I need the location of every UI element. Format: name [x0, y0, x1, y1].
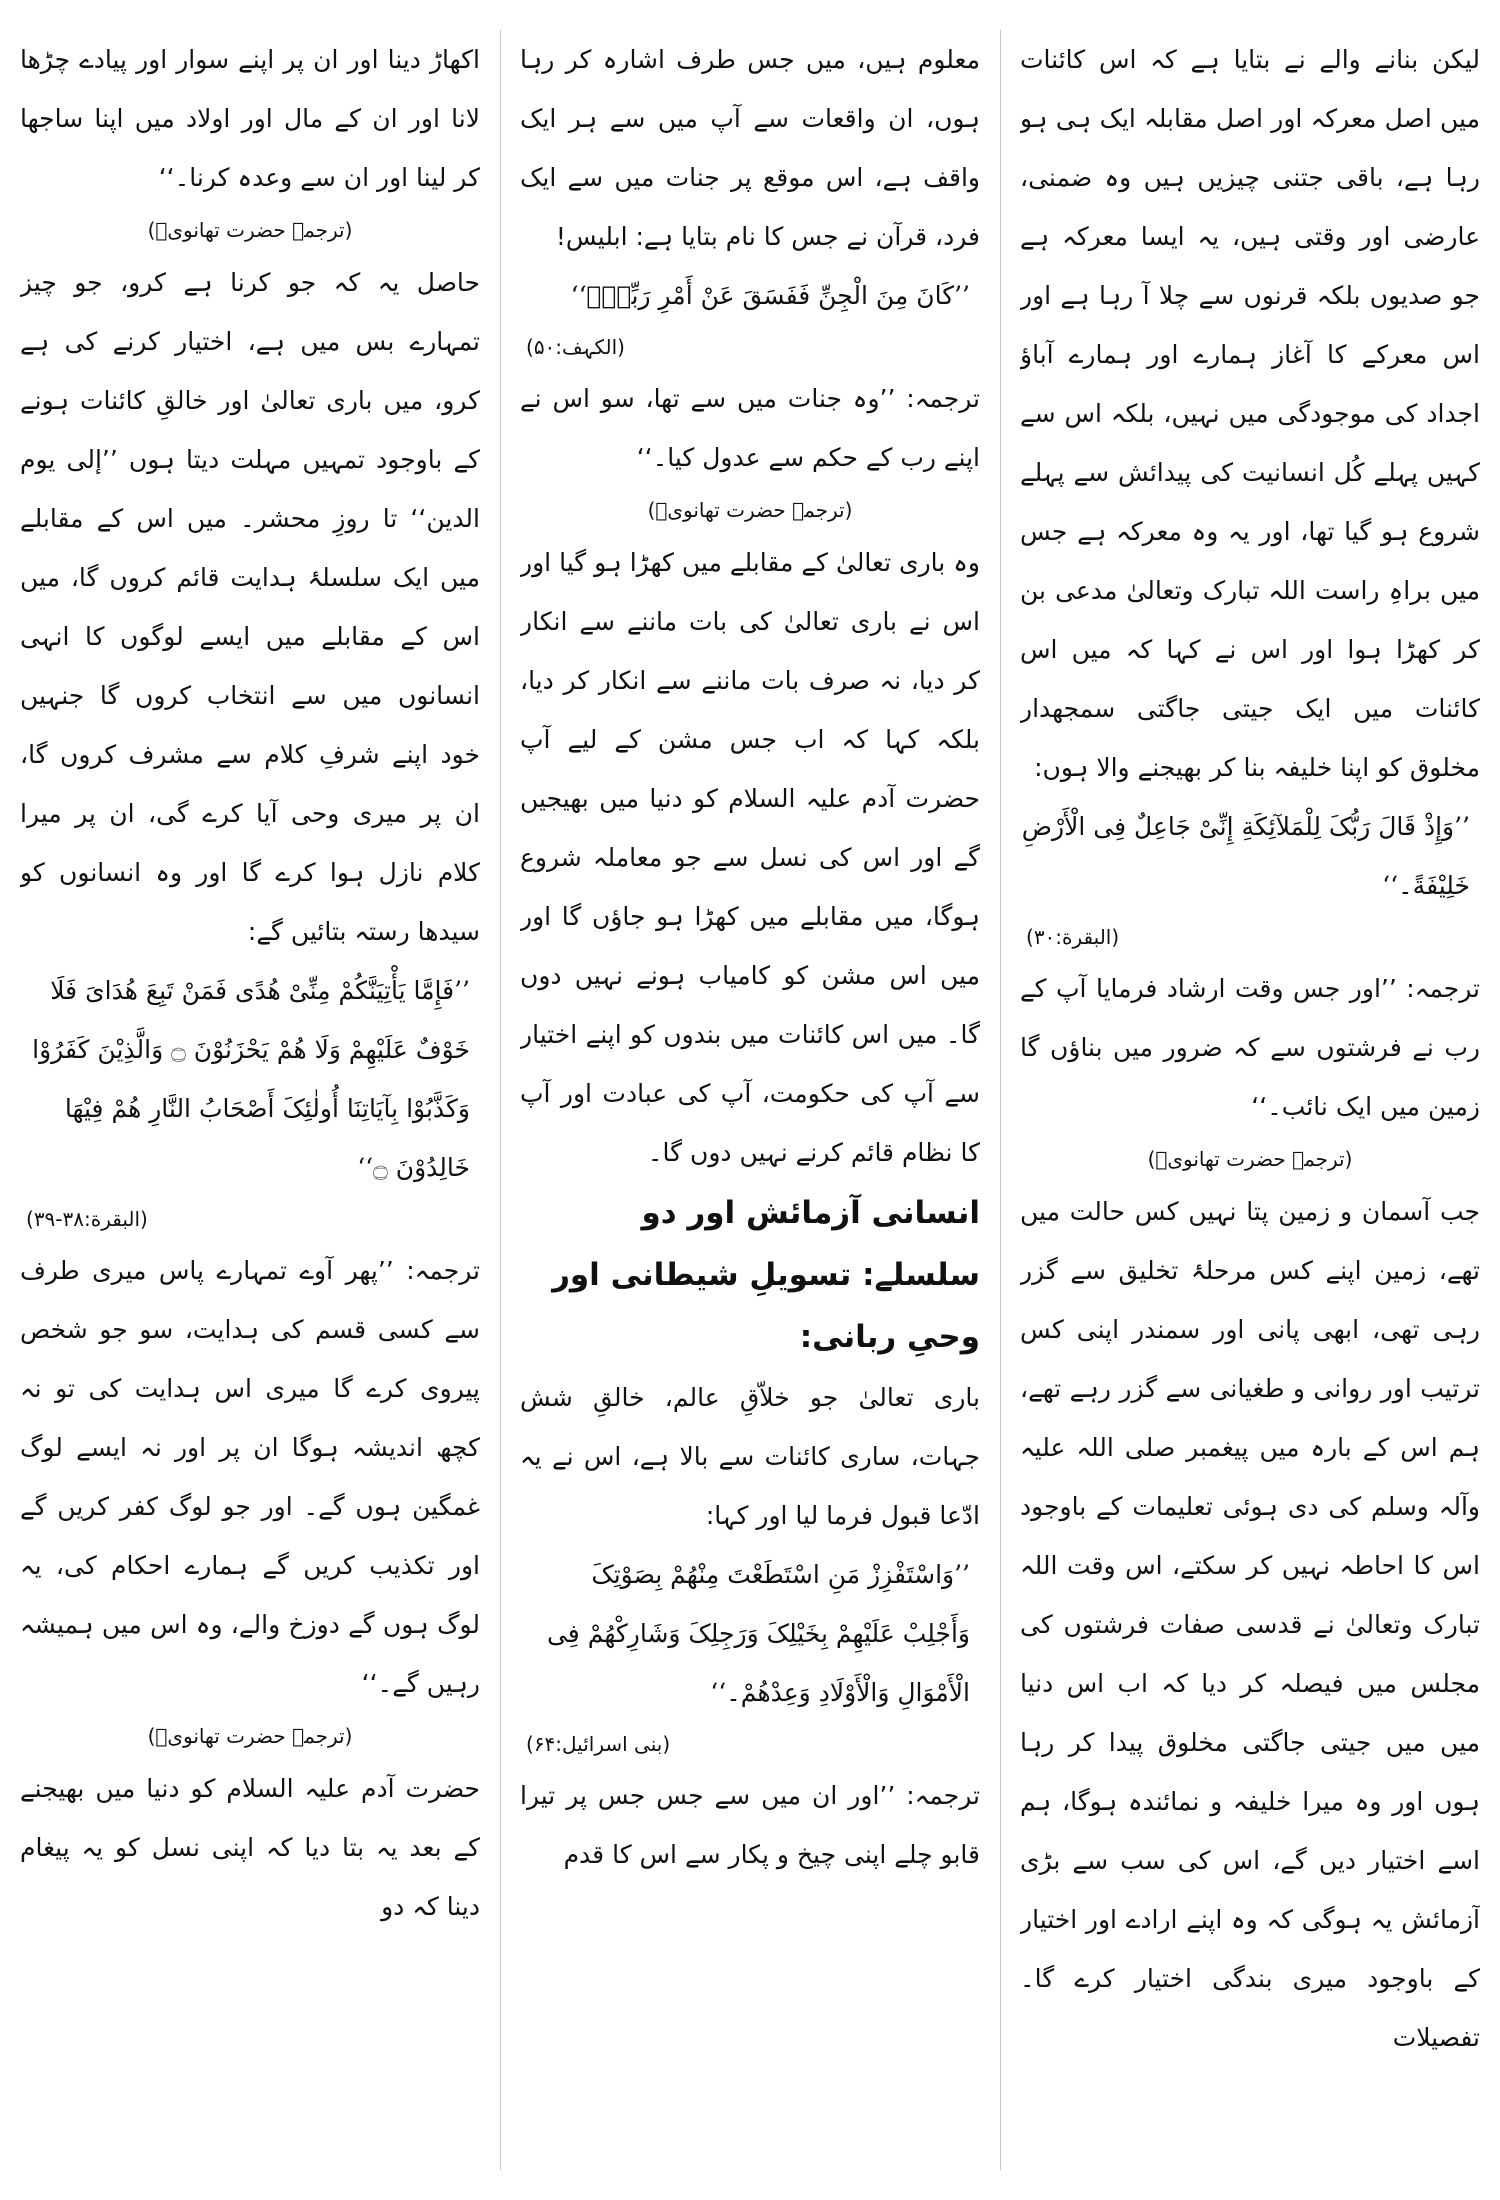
- translation-paragraph: اکھاڑ دینا اور ان پر اپنے سوار اور پیادے چڑھا لانا اور ان کے مال اور اولاد میں اپنا ساجھا کر لینا اور ان سے وعدہ کرنا۔‘‘: [20, 45, 480, 192]
- translation-paragraph: ترجمہ: ’’اور ان میں سے جس جس پر تیرا قابو چلے اپنی چیخ و پکار سے اس کا قدم: [520, 1781, 980, 1869]
- quran-verse: ’’وَاسْتَفْزِزْ مَنِ اسْتَطَعْتَ مِنْهُمْ بِصَوْتِکَ وَأَجْلِبْ عَلَیْهِمْ بِخَیْلِکَ وَرَجِلِکَ وَشَارِکْهُمْ فِی الْأَمْوَالِ وَالْأَوْلَادِ وَعِدْهُمْ۔‘‘: [546, 1560, 970, 1707]
- section-heading: انسانی آزمائش اور دو سلسلے: تسویلِ شیطانی اور وحیِ ربانی:: [552, 1195, 980, 1355]
- verse-reference: (البقرة:۳۰): [1026, 925, 1120, 949]
- translation-credit: (ترجمہ حضرت تھانویؒ): [1147, 1147, 1353, 1171]
- quran-verse: ’’کَانَ مِنَ الْجِنِّ فَفَسَقَ عَنْ أَمْرِ رَبِّهٖ۔‘‘: [570, 281, 970, 310]
- paragraph: حاصل یہ کہ جو کرنا ہے کرو، جو چیز تمہارے بس میں ہے، اختیار کرنے کی ہے کرو، میں باری تعالیٰ اور خالقِ کائنات ہونے کے باوجود تمہیں مہلت دیتا ہوں ’’إلی یوم الدین‘‘ تا روزِ محشر۔ میں اس کے مقابلے میں ایک سلسلۂ ہدایت قائم کروں گا، میں اس کے مقابلے میں ایسے لوگوں کا انہی انسانوں میں سے انتخاب کروں گا جنہیں خود اپنے شرفِ کلام سے مشرف کروں گا، ان پر میری وحی آیا کرے گی، ان پر میرا کلام نازل ہوا کرے گا اور وہ انسانوں کو سیدھا رستہ بتائیں گے:: [20, 268, 480, 946]
- paragraph: باری تعالیٰ جو خلاّقِ عالم، خالقِ شش جہات، ساری کائنات سے بالا ہے، اس نے یہ ادّعا قبول فرما لیا اور کہا:: [520, 1383, 980, 1530]
- translation-credit: (ترجمہ حضرت تھانویؒ): [147, 1724, 353, 1748]
- paragraph: حضرت آدم علیہ السلام کو دنیا میں بھیجنے کے بعد یہ بتا دیا کہ اپنی نسل کو یہ پیغام دینا کہ دو: [20, 1774, 480, 1921]
- column-divider: [500, 30, 501, 2170]
- paragraph: معلوم ہیں، میں جس طرف اشارہ کر رہا ہوں، ان واقعات سے آپ میں سے ہر ایک واقف ہے، اس موقع پر جنات میں سے ایک فرد، قرآن نے جس کا نام بتایا ہے: ابلیس!: [520, 45, 980, 251]
- article-column-2: [520, 30, 980, 2180]
- article-column-1: [1020, 30, 1480, 2180]
- paragraph: وہ باری تعالیٰ کے مقابلے میں کھڑا ہو گیا اور اس نے باری تعالیٰ کی بات ماننے سے انکار کر دیا، نہ صرف بات ماننے سے انکار کر دیا، بلکہ کہا کہ اب جس مشن کے لیے آپ حضرت آدم علیہ السلام کو دنیا میں بھیجیں گے اور اس کی نسل سے جو معاملہ شروع ہوگا، میں مقابلے میں کھڑا ہو جاؤں گا اور میں اس مشن کو کامیاب ہونے نہیں دوں گا۔ میں اس کائنات میں بندوں کو اپنے اختیار سے آپ کی حکومت، آپ کی عبادت اور آپ کا نظام قائم کرنے نہیں دوں گا۔: [520, 548, 980, 1167]
- verse-reference: (الکہف:۵۰): [526, 335, 625, 359]
- verse-reference: (البقرة:۳۸-۳۹): [26, 1207, 148, 1231]
- translation-paragraph: ترجمہ: ’’پھر آوے تمہارے پاس میری طرف سے کسی قسم کی ہدایت، سو جو شخص پیروی کرے گا میری اس ہدایت کی تو نہ کچھ اندیشہ ہوگا ان پر اور نہ ایسے لوگ غمگین ہوں گے۔ اور جو لوگ کفر کریں گے اور تکذیب کریں گے ہمارے احکام کی، یہ لوگ ہوں گے دوزخ والے، وہ اس میں ہمیشہ رہیں گے۔‘‘: [20, 1256, 480, 1698]
- quran-verse: ’’فَإِمَّا یَأْتِیَنَّکُمْ مِنِّیْ هُدًی فَمَنْ تَبِعَ هُدَایَ فَلَا خَوْفٌ عَلَیْهِمْ وَلَا هُمْ یَحْزَنُوْنَ ۝ وَالَّذِیْنَ کَفَرُوْا وَکَذَّبُوْا بِآیَاتِنَا أُولٰئِکَ أَصْحَابُ النَّارِ هُمْ فِیْهَا خَالِدُوْنَ ۝‘‘: [32, 976, 470, 1182]
- quran-verse: ’’وَإِذْ قَالَ رَبُّکَ لِلْمَلآئِکَةِ إِنِّیْ جَاعِلٌ فِی الْأَرْضِ خَلِیْفَةً۔‘‘: [1021, 812, 1470, 900]
- verse-reference: (بنی اسرائیل:۶۴): [526, 1732, 671, 1756]
- paragraph: جب آسمان و زمین پتا نہیں کس حالت میں تھے، زمین اپنے کس مرحلۂ تخلیق سے گزر رہی تھی، ابھی پانی اور سمندر اپنی کس ترتیب اور روانی و طغیانی سے گزر رہے تھے، ہم اس کے بارہ میں پیغمبر صلی اللہ علیہ وآلہ وسلم کی دی ہوئی تعلیمات کے باوجود اس کا احاطہ نہیں کر سکتے، اس وقت اللہ تبارک وتعالیٰ نے قدسی صفات فرشتوں کی مجلس میں فیصلہ کر دیا کہ اب اس دنیا میں میں جیتی جاگتی مخلوق پیدا کر رہا ہوں اور وہ میرا خلیفہ و نمائندہ ہوگا، ہم اسے اختیار دیں گے، اس کی سب سے بڑی آزمائش یہ ہوگی کہ وہ اپنے ارادے اور اختیار کے باوجود میری بندگی اختیار کرے گا۔ تفصیلات: [1020, 1197, 1480, 2052]
- paragraph: لیکن بنانے والے نے بتایا ہے کہ اس کائنات میں اصل معرکہ اور اصل مقابلہ ایک ہی ہو رہا ہے، باقی جتنی چیزیں ہیں وہ ضمنی، عارضی اور وقتی ہیں، یہ ایسا معرکہ ہے جو صدیوں بلکہ قرنوں سے چلا آ رہا ہے اور اس معرکے کا آغاز ہمارے اور ہمارے آباؤ اجداد کی موجودگی میں نہیں، بلکہ اس سے کہیں پہلے کُل انسانیت کی پیدائش سے پہلے شروع ہو گیا تھا، اور یہ وہ معرکہ ہے جس میں براہِ راست اللہ تبارک وتعالیٰ مدعی بن کر کھڑا ہوا اور اس نے کہا کہ میں اس کائنات میں ایک جیتی جاگتی سمجھدار مخلوق کو اپنا خلیفہ بنا کر بھیجنے والا ہوں:: [1020, 45, 1480, 782]
- translation-paragraph: ترجمہ: ’’اور جس وقت ارشاد فرمایا آپ کے رب نے فرشتوں سے کہ ضرور میں بناؤں گا زمین میں ایک نائب۔‘‘: [1020, 974, 1480, 1121]
- translation-paragraph: ترجمہ: ’’وہ جنات میں سے تھا، سو اس نے اپنے رب کے حکم سے عدول کیا۔‘‘: [520, 384, 980, 472]
- translation-credit: (ترجمہ حضرت تھانویؒ): [147, 218, 353, 242]
- article-column-3: [20, 30, 480, 2180]
- translation-credit: (ترجمہ حضرت تھانویؒ): [647, 498, 853, 522]
- column-divider: [1000, 30, 1001, 2170]
